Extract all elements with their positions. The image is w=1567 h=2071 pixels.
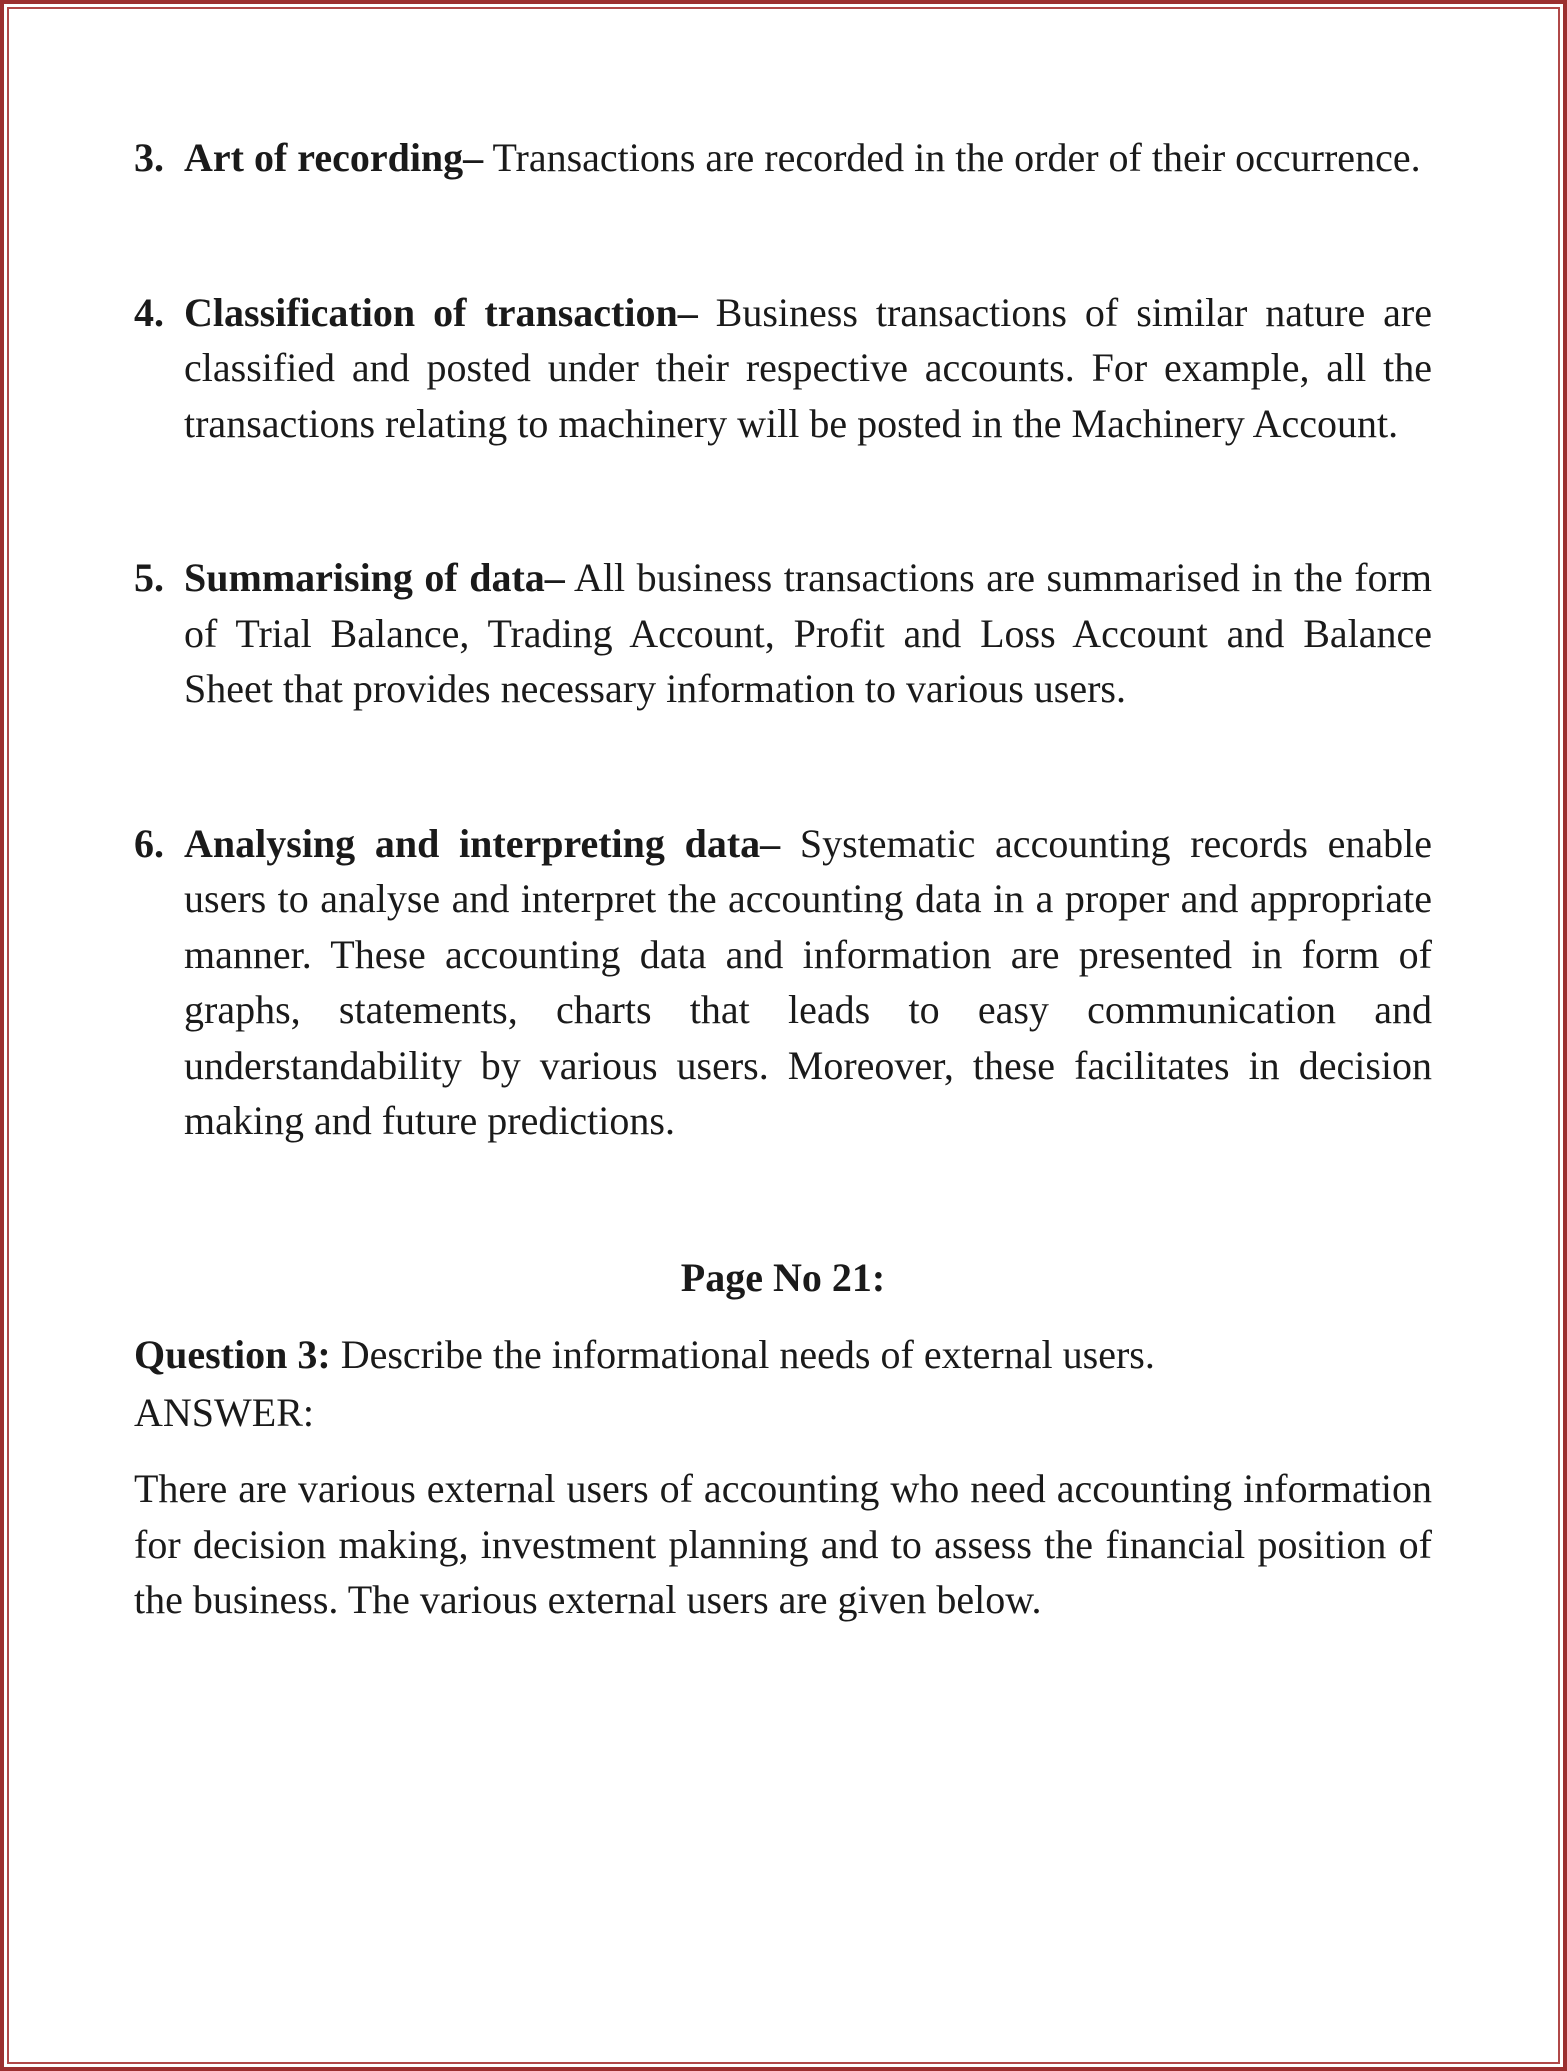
list-item-body [184, 816, 1432, 1149]
list-item-body [184, 285, 1432, 452]
list-item-body [184, 550, 1432, 717]
question [134, 1327, 1432, 1383]
list-item-title: Analysing and interpreting data– [184, 820, 781, 866]
list-item-number: 3. [134, 135, 164, 180]
list-item-text: Business transactions of similar nature are classified and posted under their respective accounts. For example, all the transactions relating to machinery will be posted in the Machinery Account. [184, 289, 1432, 446]
list-item [134, 550, 1432, 717]
question-text: Describe the informational needs of external users. [330, 1332, 1155, 1377]
list-item-number: 5. [134, 555, 164, 600]
page-number-heading: Page No 21: [680, 1254, 886, 1300]
question-label: Question 3: [134, 1332, 331, 1377]
answer-label: ANSWER: [134, 1389, 314, 1435]
list-item-title: Classification of transaction– [184, 289, 698, 335]
list-item-title: Art of recording– [184, 135, 484, 180]
answer-text: There are various external users of accounting who need accounting information for decision making, investment planning and to assess the financial position of the business. The various external users are given below. [134, 1466, 1432, 1622]
list-item-text: All business transactions are summarised in the form of Trial Balance, Trading Account, Profit and Loss Account and Balance Sheet that provides necessary information to various users. [184, 555, 1433, 711]
document-content [134, 130, 1432, 1628]
list-item-number: 4. [134, 289, 164, 335]
list-item-text: Transactions are recorded in the order of their occurrence. [483, 135, 1421, 180]
list-item [134, 816, 1432, 1149]
list-item [134, 285, 1432, 452]
list-item-title: Summarising of data– [184, 555, 565, 600]
list-item [134, 130, 1432, 186]
list-item-body [184, 130, 1432, 186]
list-item-text: Systematic accounting records enable users to analyse and interpret the accounting data in a proper and appropriate manner. These accounting data and information are presented in form of graphs, statements, charts that leads to easy communication and understandability by various users. Moreover, these facilitates in decision making and future predictions. [184, 820, 1432, 1143]
list-item-number: 6. [134, 820, 164, 866]
